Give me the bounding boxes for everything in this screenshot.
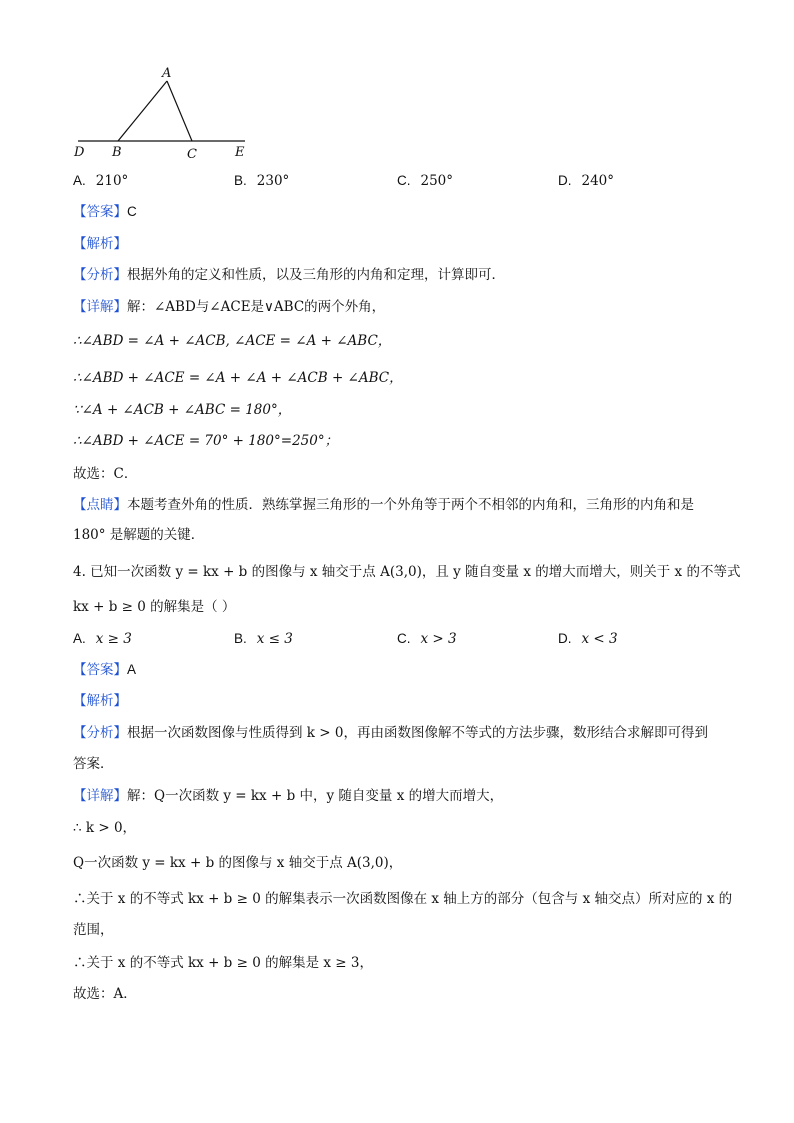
q3-option-b: [234, 172, 289, 190]
q4-option-b: [234, 630, 293, 648]
q4-choose: 故选：A．: [73, 986, 137, 1002]
q3-option-c: [397, 172, 453, 190]
q3-option-d: [558, 172, 614, 190]
fenxi-tag: 【分析】: [73, 267, 127, 282]
side-ab: [118, 81, 167, 141]
xiangjie-text: 解：∠ABD与∠ACE是∨ABC的两个外角，: [127, 299, 386, 315]
q4-answer: [73, 661, 136, 679]
q4-stem-line-1: 4. 已知一次函数 y = kx + b 的图像与 x 轴交于点 A(3,0)，且 y 随自变量 x 的增大而增大，则关于 x 的不等式: [73, 564, 741, 580]
option-text: x ≤ 3: [256, 631, 293, 647]
q4-xiangjie: [73, 787, 503, 805]
q3-dianjing: [73, 496, 694, 514]
q3-step-1: ∴∠ABD = ∠A + ∠ACB, ∠ACE = ∠A + ∠ABC，: [73, 333, 392, 349]
option-letter: C.: [397, 173, 411, 188]
fenxi-tag: 【分析】: [73, 725, 127, 740]
option-letter: C.: [397, 631, 411, 646]
option-text: x < 3: [581, 631, 618, 647]
q4-fenxi-cont: 答案．: [73, 756, 114, 772]
q4-option-a: [73, 630, 132, 648]
option-text: 250°: [420, 173, 454, 189]
option-text: 230°: [256, 173, 290, 189]
q3-step-2: ∴∠ABD + ∠ACE = ∠A + ∠A + ∠ACB + ∠ABC，: [73, 370, 403, 386]
point-label-e: E: [235, 145, 245, 160]
q4-option-c: [397, 630, 457, 648]
q3-step-3: ∵∠A + ∠ACB + ∠ABC = 180°，: [73, 402, 292, 418]
q3-jiexi-heading: [73, 235, 127, 253]
triangle-figure: [70, 60, 260, 165]
option-letter: D.: [558, 631, 572, 646]
q4-jiexi-heading: [73, 692, 127, 710]
q3-xiangjie: [73, 298, 385, 316]
option-letter: A.: [73, 173, 86, 188]
jiexi-tag: 【解析】: [73, 236, 127, 251]
q4-step-3-cont: 范围，: [73, 922, 114, 938]
option-letter: A.: [73, 631, 86, 646]
dianjing-text-1: 本题考查外角的性质．熟练掌握三角形的一个外角等于两个不相邻的内角和，三角形的内角和是: [127, 497, 694, 513]
q4-step-2: Q一次函数 y = kx + b 的图像与 x 轴交于点 A(3,0)，: [73, 855, 403, 871]
jiexi-tag: 【解析】: [73, 693, 127, 708]
side-ac: [167, 81, 192, 141]
option-text: 240°: [581, 173, 615, 189]
option-letter: D.: [558, 173, 572, 188]
q4-fenxi: [73, 724, 708, 742]
q4-option-d: [558, 630, 618, 648]
q4-step-3: ∴关于 x 的不等式 kx + b ≥ 0 的解集表示一次函数图像在 x 轴上方的部分（包含与 x 轴交点）所对应的 x 的: [73, 891, 733, 907]
triangle-diagram: [70, 60, 260, 165]
option-letter: B.: [234, 631, 247, 646]
q3-option-a: [73, 172, 128, 190]
xiangjie-text: 解：Q一次函数 y = kx + b 中，y 随自变量 x 的增大而增大，: [127, 788, 504, 804]
q3-fenxi: [73, 266, 505, 284]
option-text: 210°: [95, 173, 129, 189]
dianjing-tag: 【点睛】: [73, 497, 127, 512]
q3-answer: [73, 203, 137, 221]
fenxi-text: 根据外角的定义和性质，以及三角形的内角和定理，计算即可．: [127, 267, 505, 283]
xiangjie-tag: 【详解】: [73, 788, 127, 803]
vertex-label-b: B: [112, 145, 122, 160]
q3-dianjing-cont: 180° 是解题的关键．: [73, 527, 205, 543]
q3-step-4: ∴∠ABD + ∠ACE = 70° + 180°=250°；: [73, 433, 339, 449]
vertex-label-c: C: [187, 147, 197, 162]
answer-tag: 【答案】: [73, 662, 127, 677]
q4-step-1: ∴ k > 0，: [73, 820, 137, 836]
answer-value: C: [127, 204, 137, 219]
vertex-label-a: A: [162, 66, 172, 81]
fenxi-text-1: 根据一次函数图像与性质得到 k > 0，再由函数图像解不等式的方法步骤，数形结合求解即可得到: [127, 725, 708, 741]
answer-value: A: [127, 662, 137, 677]
q3-choose: 故选：C．: [73, 466, 138, 482]
option-letter: B.: [234, 173, 247, 188]
option-text: x ≥ 3: [95, 631, 132, 647]
answer-tag: 【答案】: [73, 204, 127, 219]
xiangjie-tag: 【详解】: [73, 299, 127, 314]
point-label-d: D: [74, 145, 85, 160]
q4-step-4: ∴关于 x 的不等式 kx + b ≥ 0 的解集是 x ≥ 3，: [73, 955, 373, 971]
option-text: x > 3: [420, 631, 457, 647]
q4-stem-line-2: kx + b ≥ 0 的解集是（ ）: [73, 599, 236, 615]
